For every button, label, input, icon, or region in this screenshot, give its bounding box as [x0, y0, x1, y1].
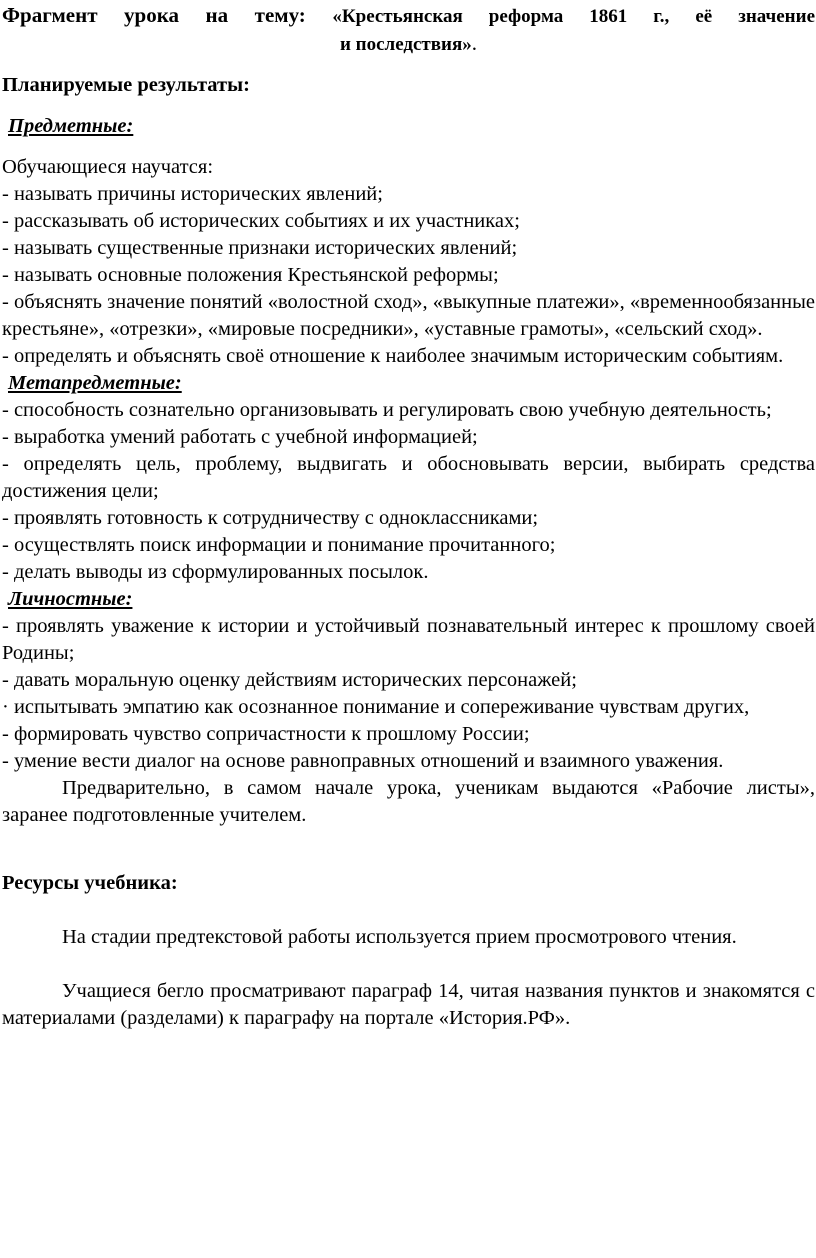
personal-item: - давать моральную оценку действиям исторических персонажей;: [2, 669, 577, 691]
subject-item: - называть существенные признаки исторических явлений;: [2, 237, 518, 259]
personal-item: - умение вести диалог на основе равноправных отношений и взаимного уважения.: [2, 750, 724, 772]
meta-item: - выработка умений работать с учебной информацией;: [2, 426, 478, 448]
title-topic-line-1: «Крестьянская реформа 1861 г., её значение: [332, 6, 816, 27]
subject-item: - определять и объяснять своё отношение к наиболее значимым историческим событиям.: [2, 345, 784, 367]
subject-heading: Предметные:: [8, 115, 134, 137]
title-line-2: [2, 30, 815, 58]
planned-results-heading: Планируемые результаты:: [2, 74, 250, 96]
meta-item: - проявлять готовность к сотрудничеству с одноклассниками;: [2, 507, 539, 529]
title-topic-line-2: и последствия»: [339, 34, 472, 55]
subject-intro: Обучающиеся научатся:: [2, 156, 214, 178]
personal-item: · испытывать эмпатию как осознанное понимание и сопереживание чувствам других,: [2, 696, 750, 718]
subject-item: - объяснять значение понятий «волостной сход», «выкупные платежи», «временнообязанные крестьяне», «отрезки», «мировые посредники», «уставные грамоты», «сельский сход».: [2, 291, 815, 340]
personal-item: - формировать чувство сопричастности к прошлому России;: [2, 723, 530, 745]
subject-item: - называть основные положения Крестьянской реформы;: [2, 264, 499, 286]
meta-item: - определять цель, проблему, выдвигать и обосновывать версии, выбирать средства достижения цели;: [2, 453, 815, 502]
meta-item: - осуществлять поиск информации и понимание прочитанного;: [2, 534, 556, 556]
meta-item: - делать выводы из сформулированных посылок.: [2, 561, 429, 583]
title-prefix: Фрагмент урока на тему:: [2, 3, 333, 27]
resources-heading: Ресурсы учебника:: [2, 872, 178, 894]
personal-item: - проявлять уважение к истории и устойчивый познавательный интерес к прошлому своей Родины;: [2, 615, 815, 664]
document-title: [2, 2, 815, 58]
title-line-1: [2, 2, 815, 30]
worksheets-paragraph: Предварительно, в самом начале урока, ученикам выдаются «Рабочие листы», заранее подготовленные учителем.: [2, 777, 815, 826]
subject-item: - называть причины исторических явлений;: [2, 183, 383, 205]
subject-item: - рассказывать об исторических событиях и их участниках;: [2, 210, 520, 232]
meta-heading: Метапредметные:: [8, 372, 182, 394]
resources-paragraph-2: Учащиеся бегло просматривают параграф 14, читая названия пунктов и знакомятся с материалами (разделами) к параграфу на портале «История.РФ».: [2, 980, 815, 1029]
resources-paragraph-1: На стадии предтекстовой работы используется прием просмотрового чтения.: [62, 926, 737, 948]
title-end: .: [471, 31, 478, 55]
personal-heading: Личностные:: [8, 588, 133, 610]
meta-item: - способность сознательно организовывать и регулировать свою учебную деятельность;: [2, 399, 772, 421]
